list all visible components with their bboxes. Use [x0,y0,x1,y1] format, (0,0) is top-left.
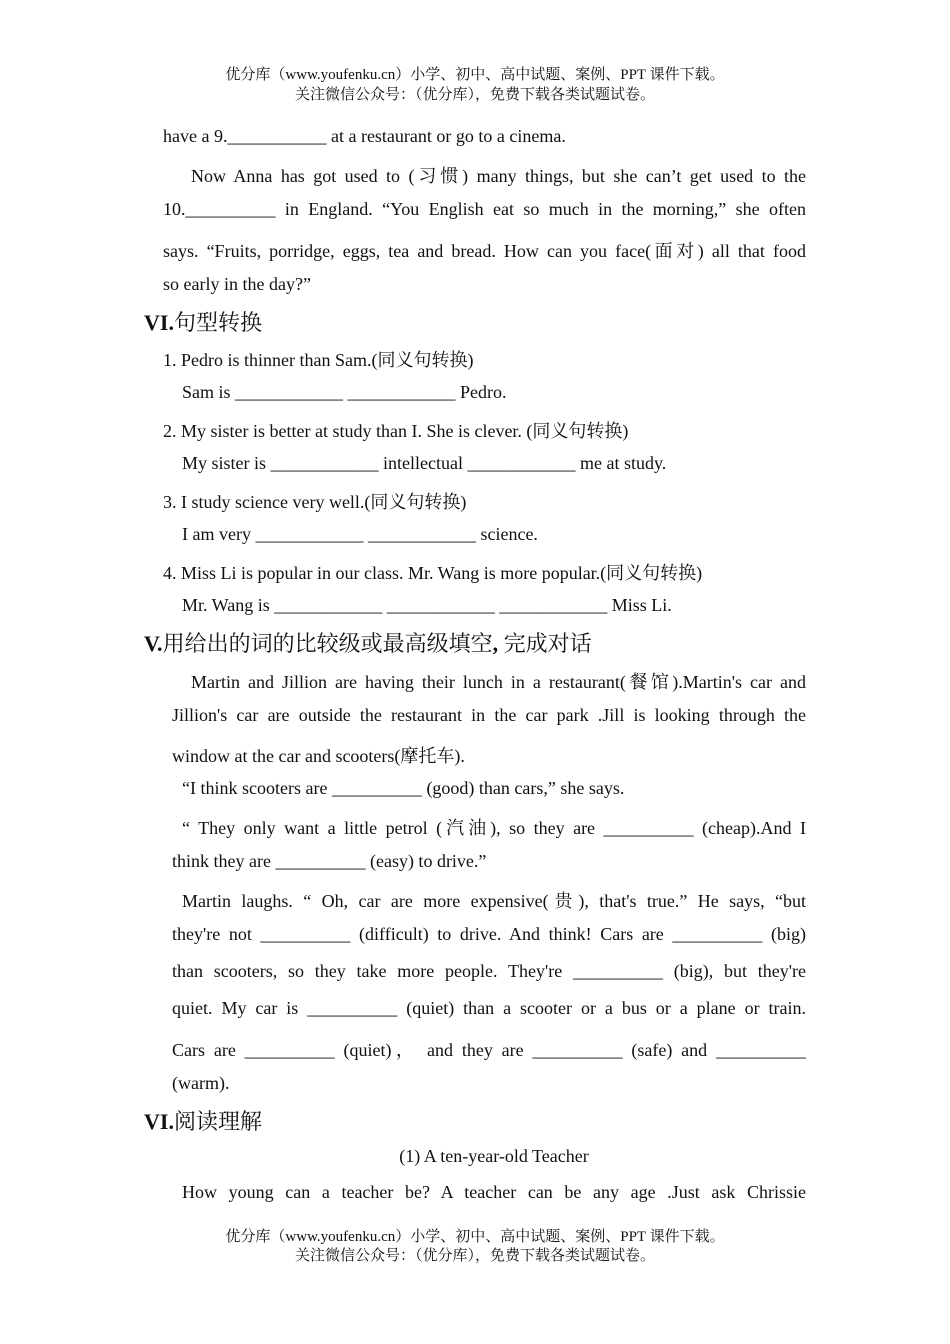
passage-line: than scooters, so they take more people. They're __________ (big), but they're [172,961,806,981]
section-title: 阅读理解 [173,1109,262,1134]
passage-line: have a 9.___________ at a restaurant or go to a cinema. [163,126,566,146]
exercise-question: 2. My sister is better at study than I. She is clever. (同义句转换) [163,421,629,441]
exercise-question: 1. Pedro is thinner than Sam.(同义句转换) [163,350,474,370]
exercise-question: 4. Miss Li is popular in our class. Mr. Wang is more popular.(同义句转换) [163,563,703,583]
exercise-answer-line: Sam is ____________ ____________ Pedro. [182,382,507,402]
section-number: VI. [144,310,174,335]
passage-line: quiet. My car is __________ (quiet) than a scooter or a bus or a plane or train. [172,998,806,1018]
exercise-answer-line: Mr. Wang is ____________ ____________ ____________ Miss Li. [182,595,672,615]
footer-line-2: 关注微信公众号：（优分库），免费下载各类试题试卷。 [294,1248,655,1264]
passage-line: they're not __________ (difficult) to drive. And think! Cars are __________ (big) [172,924,806,944]
footer-line-1: 优分库（www.youfenku.cn）小学、初中、高中试题、案例、PPT 课件下载。 [225,1229,725,1245]
passage-line: Martin and Jillion are having their lunch in a restaurant(餐馆).Martin's car and [191,672,806,692]
passage-title: (1) A ten-year-old Teacher [399,1146,589,1166]
passage-line: window at the car and scooters(摩托车). [172,746,465,766]
passage-line: think they are __________ (easy) to drive.” [172,851,487,871]
passage-line: Jillion's car are outside the restaurant in the car park .Jill is looking through the [172,705,806,725]
section-heading-comparatives [144,627,592,658]
section-heading-reading [144,1105,262,1136]
passage-line: “ They only want a little petrol (汽油), so they are __________ (cheap).And I [182,818,806,838]
passage-line: Cars are __________ (quiet)， and they are __________ (safe) and __________ [172,1040,806,1060]
header-line-1: 优分库（www.youfenku.cn）小学、初中、高中试题、案例、PPT 课件下载。 [225,67,725,83]
section-number: V. [144,631,163,656]
section-title: 句型转换 [173,310,262,335]
passage-line: 10.__________ in England. “You English eat so much in the morning,” she often [163,199,806,219]
passage-line: so early in the day?” [163,274,311,294]
passage-line: “I think scooters are __________ (good) than cars,” she says. [182,778,625,798]
passage-line: says. “Fruits, porridge, eggs, tea and bread. How can you face(面对) all that food [163,241,806,261]
section-title-tail: 完成对话 [498,631,592,656]
passage-line: Martin laughs. “ Oh, car are more expensive(贵), that's true.” He says, “but [182,891,806,911]
section-number: VI. [144,1109,174,1134]
passage-line: Now Anna has got used to (习惯) many things, but she can’t get used to the [191,166,806,186]
section-title: 用给出的词的比较级或最高级填空 [162,631,493,656]
passage-line: How young can a teacher be? A teacher can be any age .Just ask Chrissie [182,1182,806,1202]
section-title-separator: , [492,631,499,656]
passage-line: (warm). [172,1073,230,1093]
exercise-answer-line: I am very ____________ ____________ science. [182,524,538,544]
section-heading-sentence-transform [144,306,262,337]
header-line-2: 关注微信公众号：（优分库），免费下载各类试题试卷。 [294,87,655,103]
exercise-answer-line: My sister is ____________ intellectual ____________ me at study. [182,453,667,473]
exercise-question: 3. I study science very well.(同义句转换) [163,492,467,512]
